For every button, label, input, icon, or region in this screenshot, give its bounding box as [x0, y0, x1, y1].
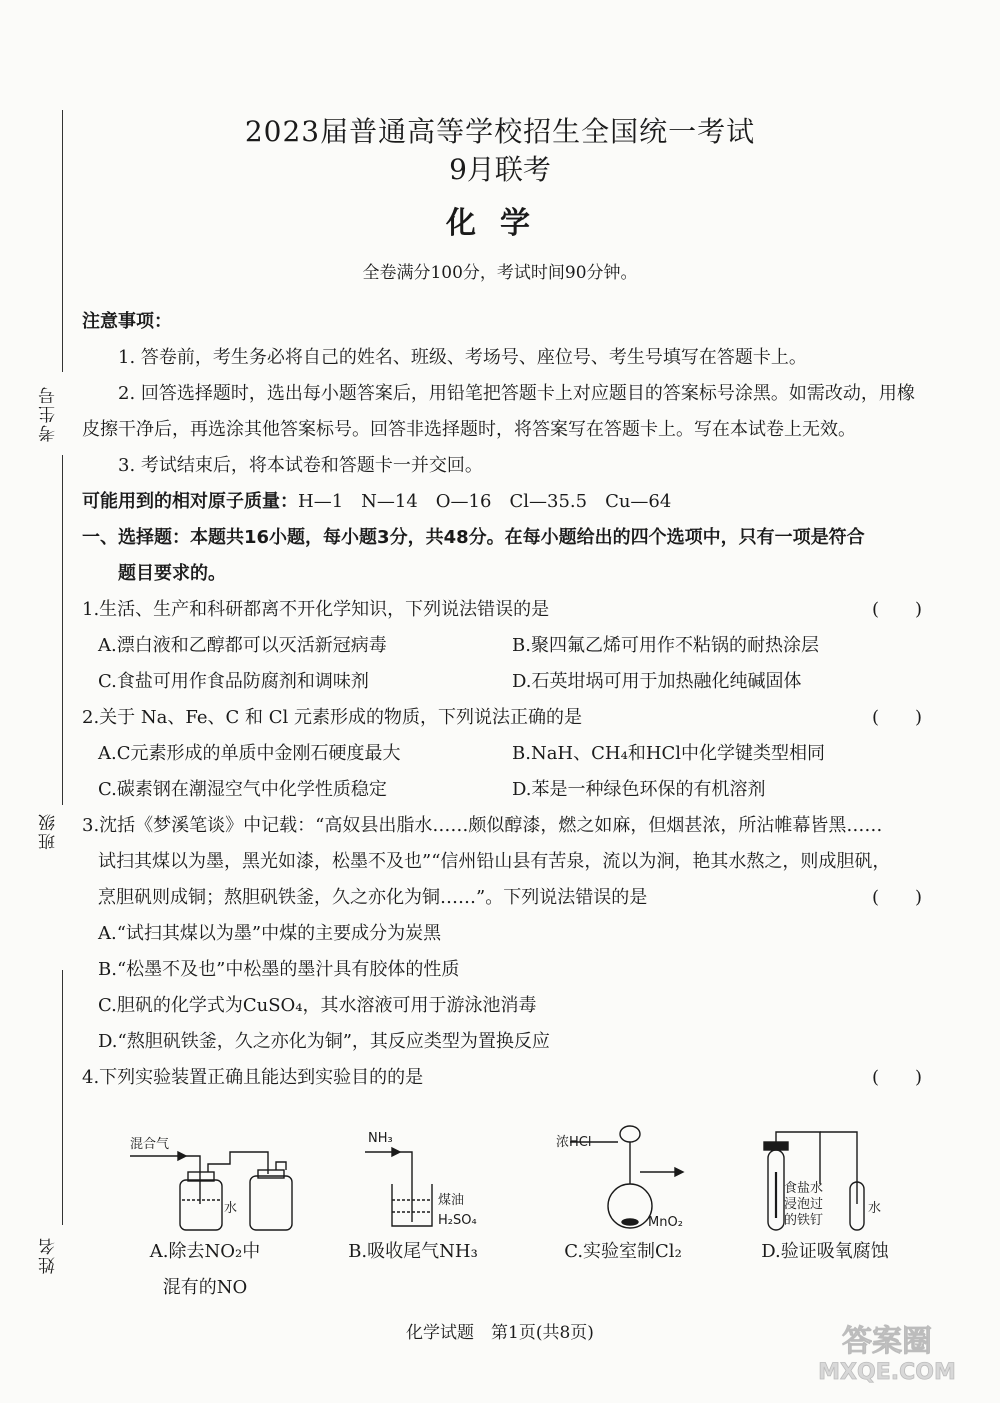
option: D.石英坩埚可用于加热融化纯碱固体 — [512, 671, 802, 692]
question-stem: 1.生活、生产和科研都离不开化学知识，下列说法错误的是 ( ) — [82, 592, 922, 628]
section-heading-cont: 题目要求的。 — [118, 563, 226, 584]
option: C.胆矾的化学式为CuSO₄，其水溶液可用于游泳池消毒 — [98, 995, 537, 1016]
answer-paren: ( ) — [871, 1067, 922, 1088]
option-row — [82, 736, 922, 772]
label-soaked: 浸泡过 — [784, 1197, 824, 1212]
bottle-stopper — [258, 1170, 284, 1178]
question-stem: 4.下列实验装置正确且能达到实验目的的是 ( ) — [82, 1060, 922, 1096]
notice-heading: 注意事项： — [82, 311, 172, 332]
question-stem-cont: 试扫其煤以为墨，黑光如漆，松墨不及也”“信州铅山县有苦泉，流以为涧，艳其水熬之，则成胆矾， — [98, 851, 891, 872]
side-label-name: 姓名 — [39, 1236, 59, 1274]
notice-section — [82, 304, 922, 592]
tube-stopper — [764, 1142, 788, 1150]
caption-a: A.除去NO₂中 混有的NO — [149, 1241, 261, 1298]
caption-d: D.验证吸氧腐蚀 — [761, 1241, 889, 1262]
option-row — [82, 664, 922, 700]
answer-paren: ( ) — [871, 599, 922, 620]
dropping-funnel — [620, 1126, 640, 1142]
outlet-tube — [276, 1162, 286, 1170]
questions — [82, 592, 922, 1096]
subject-title: 化学 — [446, 206, 554, 241]
label-mixed-gas: 混合气 — [130, 1137, 170, 1152]
notice-item: 2. 回答选择题时，选出每小题答案后，用铅笔把答题卡上对应题目的答案标号涂黑。如需改动，用橡皮擦干净后，再选涂其他答案标号。回答非选择题时，将答案写在答题卡上。写在本试卷上无效。 — [82, 383, 915, 440]
label-h2so4: H₂SO₄ — [438, 1213, 477, 1228]
atomic-mass-label: 可能用到的相对原子质量： — [82, 491, 298, 512]
answer-paren: ( ) — [871, 887, 922, 908]
section-heading: 一、选择题：本题共16小题，每小题3分，共48分。在每小题给出的四个选项中，只有一项是符合 — [82, 527, 865, 548]
exam-info: 全卷满分100分，考试时间90分钟。 — [362, 263, 638, 283]
label-brine: 食盐水 — [784, 1181, 824, 1196]
arrow-head — [675, 1168, 683, 1176]
option: C.食盐可用作食品防腐剂和调味剂 — [98, 671, 369, 692]
page-footer: 化学试题 第1页(共8页) — [406, 1323, 594, 1343]
label-conc-hcl: 浓HCl — [556, 1135, 592, 1150]
watermark-mark — [802, 1317, 972, 1387]
watermark-logo — [802, 1317, 972, 1387]
label-mno2: MnO₂ — [648, 1215, 683, 1230]
notice-item: 3. 考试结束后，将本试卷和答题卡一并交回。 — [118, 455, 483, 476]
option: A.C元素形成的单质中金刚石硬度最大 — [98, 743, 401, 764]
arrow-head — [178, 1152, 186, 1160]
answer-paren: ( ) — [871, 707, 922, 728]
option: C.碳素钢在潮湿空气中化学性质稳定 — [98, 779, 387, 800]
apparatus-drawing — [100, 1122, 920, 1232]
option: A.“试扫其煤以为墨”中煤的主要成分为炭黑 — [98, 923, 442, 944]
question-stem-cont: 烹胆矾则成铜；熬胆矾铁釜，久之亦化为铜……”。下列说法错误的是 ( ) — [82, 880, 922, 916]
side-label-student-id: 考生号 — [39, 385, 59, 442]
label-water-a: 水 — [224, 1201, 238, 1216]
delivery-tube — [820, 1132, 857, 1204]
atomic-mass-values: H—1 N—14 O—16 Cl—35.5 Cu—64 — [298, 491, 672, 512]
exam-subtitle: 9月联考 — [449, 153, 551, 186]
option: B.“松墨不及也”中松墨的墨汁具有胶体的性质 — [98, 959, 460, 980]
option: D.“熬胆矾铁釜，久之亦化为铜”，其反应类型为置换反应 — [98, 1031, 550, 1052]
option-row — [82, 628, 922, 664]
apparatus-figures — [100, 1122, 920, 1312]
connect-tube — [776, 1132, 820, 1184]
question-stem: 3.沈括《梦溪笔谈》中记载：“高奴县出脂水……颇似醇漆，燃之如麻，但烟甚浓，所沾帷幕皆黑…… — [82, 815, 883, 836]
option: D.苯是一种绿色环保的有机溶剂 — [512, 779, 766, 800]
binding-line — [62, 970, 63, 1225]
label-iron-nail: 的铁钉 — [784, 1213, 824, 1228]
notice-item: 1. 答卷前，考生务必将自己的姓名、班级、考场号、座位号、考生号填写在答题卡上。 — [118, 347, 807, 368]
svg-text:MXQE.COM: MXQE.COM — [818, 1360, 956, 1385]
question-stem: 2.关于 Na、Fe、C 和 Cl 元素形成的物质，下列说法正确的是 ( ) — [82, 700, 922, 736]
label-kerosene: 煤油 — [438, 1193, 465, 1208]
binding-line — [62, 455, 63, 805]
mno2-solid — [622, 1219, 638, 1225]
label-water-d: 水 — [868, 1201, 882, 1216]
caption-c: C.实验室制Cl₂ — [564, 1241, 682, 1262]
option: A.漂白液和乙醇都可以灭活新冠病毒 — [98, 635, 387, 656]
arrow-head — [392, 1148, 400, 1156]
wash-bottle-2 — [250, 1176, 292, 1230]
option: B.NaH、CH₄和HCl中化学键类型相同 — [512, 743, 826, 764]
wash-bottle-1 — [180, 1180, 222, 1230]
option-row — [82, 772, 922, 808]
option: B.聚四氟乙烯可用作不粘锅的耐热涂层 — [512, 635, 819, 656]
svg-text:答案圈: 答案圈 — [842, 1324, 932, 1359]
caption-b: B.吸收尾气NH₃ — [348, 1241, 478, 1262]
exam-title: 2023届普通高等学校招生全国统一考试 — [244, 115, 756, 148]
side-label-class: 班级 — [39, 812, 59, 850]
label-nh3: NH₃ — [368, 1131, 393, 1146]
absorb-tube — [400, 1152, 412, 1222]
atomic-mass-line — [82, 484, 922, 520]
